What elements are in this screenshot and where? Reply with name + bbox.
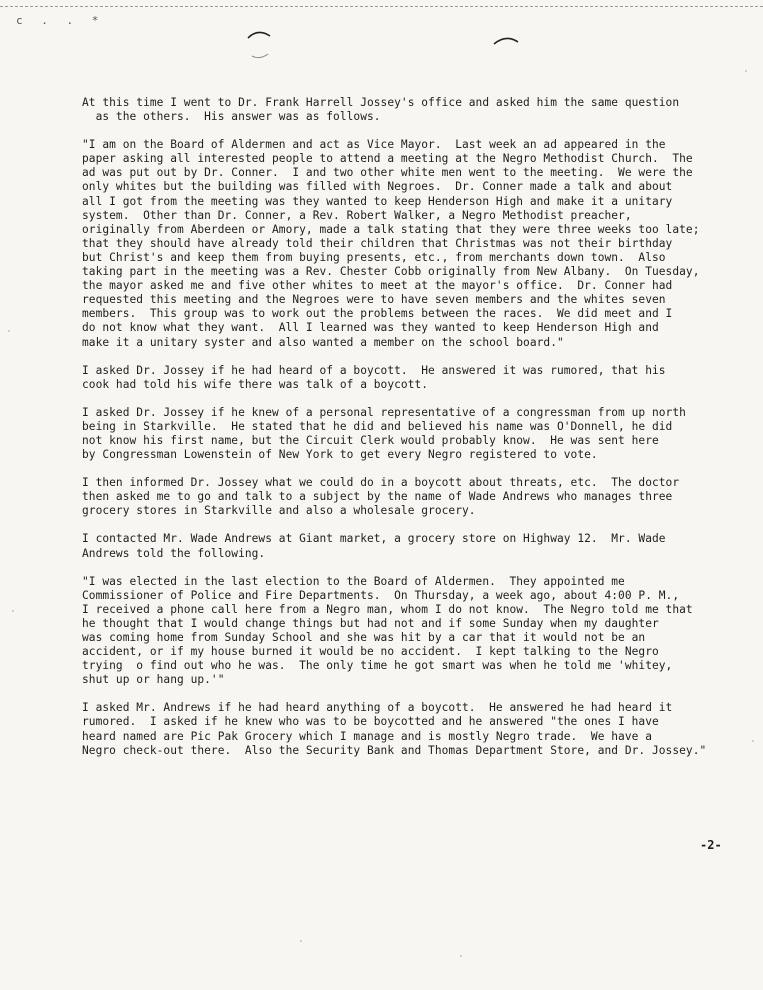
paragraph-1 [82,96,732,124]
text-line: then asked me to go and talk to a subject by the name of Wade Andrews who manages three [82,490,673,504]
paragraph-6 [82,532,732,560]
text-line: all I got from the meeting was they wanted to keep Henderson High and make it a unitary [82,194,673,208]
text-line: as the others. His answer was as follows. [82,110,381,124]
text-line: not know his first name, but the Circuit Clerk would probably know. He was sent here [82,433,659,447]
text-line: the mayor asked me and five other whites to meet at the mayor's office. Dr. Conner had [82,279,673,293]
text-line: that they should have already told their children that Christmas was not their birthday [82,236,673,250]
text-line: do not know what they want. All I learned was they wanted to keep Henderson High and [82,321,659,335]
paragraph-4 [82,406,732,462]
text-line: grocery stores in Starkville and also a wholesale grocery. [82,504,476,518]
text-line: but Christ's and keep them from buying presents, etc., from merchants down town. Also [82,250,666,264]
text-line: Negro check-out there. Also the Security Bank and Thomas Department Store, and Dr. Jossey." [82,743,707,757]
text-line: cook had told his wife there was talk of a boycott. [82,377,429,391]
scan-speckle [300,940,302,942]
text-line: was coming home from Sunday School and she was hit by a car that it would not be an [82,631,646,644]
paragraph-7 [82,575,732,688]
text-line: "I am on the Board of Aldermen and act as Vice Mayor. Last week an ad appeared in the [82,138,666,152]
text-line: heard named are Pic Pak Grocery which I manage and is mostly Negro trade. We have a [82,729,652,743]
scan-speckle [12,610,14,612]
text-line: I asked Dr. Jossey if he knew of a personal representative of a congressman from up north [82,405,686,419]
text-line: taking part in the meeting was a Rev. Chester Cobb originally from New Albany. On Tuesday, [82,265,700,279]
text-line: I then informed Dr. Jossey what we could do in a boycott about threats, etc. The doctor [82,476,680,490]
scan-mark-left [244,28,274,62]
text-line: Commissioner of Police and Fire Departments. On Thursday, a week ago, about 4:00 P. M., [82,588,680,602]
text-line: rumored. I asked if he knew who was to be boycotted and he answered "the ones I have [82,715,659,729]
paragraph-8 [82,701,732,757]
text-line: I received a phone call here from a Negro man, whom I do not know. The Negro told me that [82,602,693,616]
text-line: accident, or if my house burned it would be no accident. I kept talking to the Negro [82,645,659,659]
text-line: by Congressman Lowenstein of New York to get every Negro registered to vote. [82,448,598,462]
paragraph-2 [82,138,732,349]
text-line: trying o find out who he was. The only time he got smart was when he told me 'whitey, [82,659,673,673]
text-line: Andrews told the following. [82,546,266,560]
scan-speckle [752,740,754,742]
text-line: system. Other than Dr. Conner, a Rev. Robert Walker, a Negro Methodist preacher, [82,208,632,222]
text-line: being in Starkville. He stated that he did and believed his name was O'Donnell, he did [82,419,673,433]
scan-speckle [460,955,462,957]
text-line: I contacted Mr. Wade Andrews at Giant market, a grocery store on Highway 12. Mr. Wade [82,532,666,546]
document-body [82,96,732,758]
text-line: only whites but the building was filled with Negroes. Dr. Conner made a talk and about [82,180,673,194]
page-number: -2- [700,838,722,852]
paragraph-3 [82,364,732,392]
text-line: "I was elected in the last election to the Board of Aldermen. They appointed me [82,574,625,588]
page-top-border [0,0,763,7]
text-line: At this time I went to Dr. Frank Harrell Jossey's office and asked him the same question [82,96,680,109]
scan-mark-right [490,32,522,52]
corner-mark: c . . * [16,14,105,27]
text-line: requested this meeting and the Negroes were to have seven members and the whites seven [82,293,666,307]
text-line: members. This group was to work out the problems between the races. We did meet and I [82,307,673,321]
text-line: make it a unitary syster and also wanted a member on the school board." [82,335,564,349]
text-line: shut up or hang up.'" [82,673,225,687]
text-line: I asked Mr. Andrews if he had heard anything of a boycott. He answered he had heard it [82,701,673,715]
text-line: he thought that I would change things but had not and if some Sunday when my daughter [82,616,659,630]
scan-speckle [8,330,10,332]
text-line: paper asking all interested people to attend a meeting at the Negro Methodist Church. The [82,152,693,166]
text-line: ad was put out by Dr. Conner. I and two other white men went to the meeting. We were the [82,166,693,180]
paragraph-5 [82,476,732,518]
scan-speckle [745,70,747,72]
text-line: I asked Dr. Jossey if he had heard of a boycott. He answered it was rumored, that his [82,363,666,377]
text-line: originally from Aberdeen or Amory, made a talk stating that they were three weeks too late; [82,222,700,236]
